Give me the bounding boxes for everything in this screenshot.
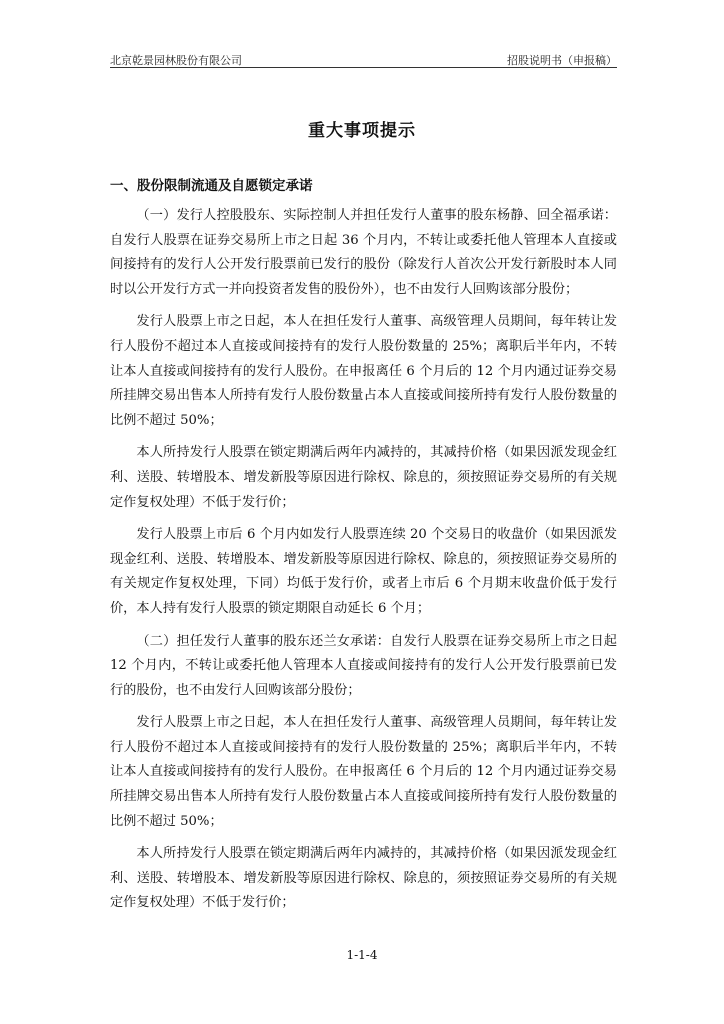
- paragraph: 发行人股票上市后 6 个月内如发行人股票连续 20 个交易日的收盘价（如果因派发现金红利、送股、转增股本、增发新股等原因进行除权、除息的，须按照证券交易所的有关规定作复权处理，下同）均低于发行价，或者上市后 6 个月期末收盘价低于发行价，本人持有发行人股票的锁定期限自动延长 6 个月；: [110, 527, 617, 616]
- page-number: 1-1-4: [346, 948, 378, 962]
- section-heading: 一、股份限制流通及自愿锁定承诺: [110, 178, 313, 194]
- header-document-type: 招股说明书（申报稿）: [507, 54, 617, 67]
- paragraph: 本人所持发行人股票在锁定期满后两年内减持的，其减持价格（如果因派发现金红利、送股、转增股本、增发新股等原因进行除权、除息的，须按照证券交易所的有关规定作复权处理）不低于发行价；: [110, 445, 617, 510]
- paragraph: （一）发行人控股股东、实际控制人并担任发行人董事的股东杨静、回全福承诺：自发行人股票在证券交易所上市之日起 36 个月内，不转让或委托他人管理本人直接或间接持有的发行人公开发行股票前已发行的股份（除发行人首次公开发行新股时本人同时以公开发行方式一并向投资者发售的股份外），也不由发行人回购该部分股份；: [110, 208, 617, 297]
- page-title: 重大事项提示: [308, 121, 416, 141]
- page-header: [110, 50, 617, 68]
- header-company-name: 北京乾景园林股份有限公司: [110, 54, 242, 67]
- paragraph: （二）担任发行人董事的股东还兰女承诺：自发行人股票在证券交易所上市之日起 12 个月内，不转让或委托他人管理本人直接或间接持有的发行人公开发行股票前已发行的股份，也不由发行人回购该部分股份；: [110, 633, 617, 698]
- document-body: [110, 204, 617, 924]
- paragraph: 发行人股票上市之日起，本人在担任发行人董事、高级管理人员期间，每年转让发行人股份不超过本人直接或间接持有的发行人股份数量的 25%；离职后半年内，不转让本人直接或间接持有的发行人股份。在申报离任 6 个月后的 12 个月内通过证券交易所挂牌交易出售本人所持有发行人股份数量占本人直接或间接所持有发行人股份数量的比例不超过 50%；: [110, 314, 617, 428]
- paragraph: 本人所持发行人股票在锁定期满后两年内减持的，其减持价格（如果因派发现金红利、送股、转增股本、增发新股等原因进行除权、除息的，须按照证券交易所的有关规定作复权处理）不低于发行价；: [110, 846, 617, 911]
- paragraph: 发行人股票上市之日起，本人在担任发行人董事、高级管理人员期间，每年转让发行人股份不超过本人直接或间接持有的发行人股份数量的 25%；离职后半年内，不转让本人直接或间接持有的发行人股份。在申报离任 6 个月后的 12 个月内通过证券交易所挂牌交易出售本人所持有发行人股份数量占本人直接或间接所持有发行人股份数量的比例不超过 50%；: [110, 715, 617, 829]
- header-divider: [110, 67, 617, 68]
